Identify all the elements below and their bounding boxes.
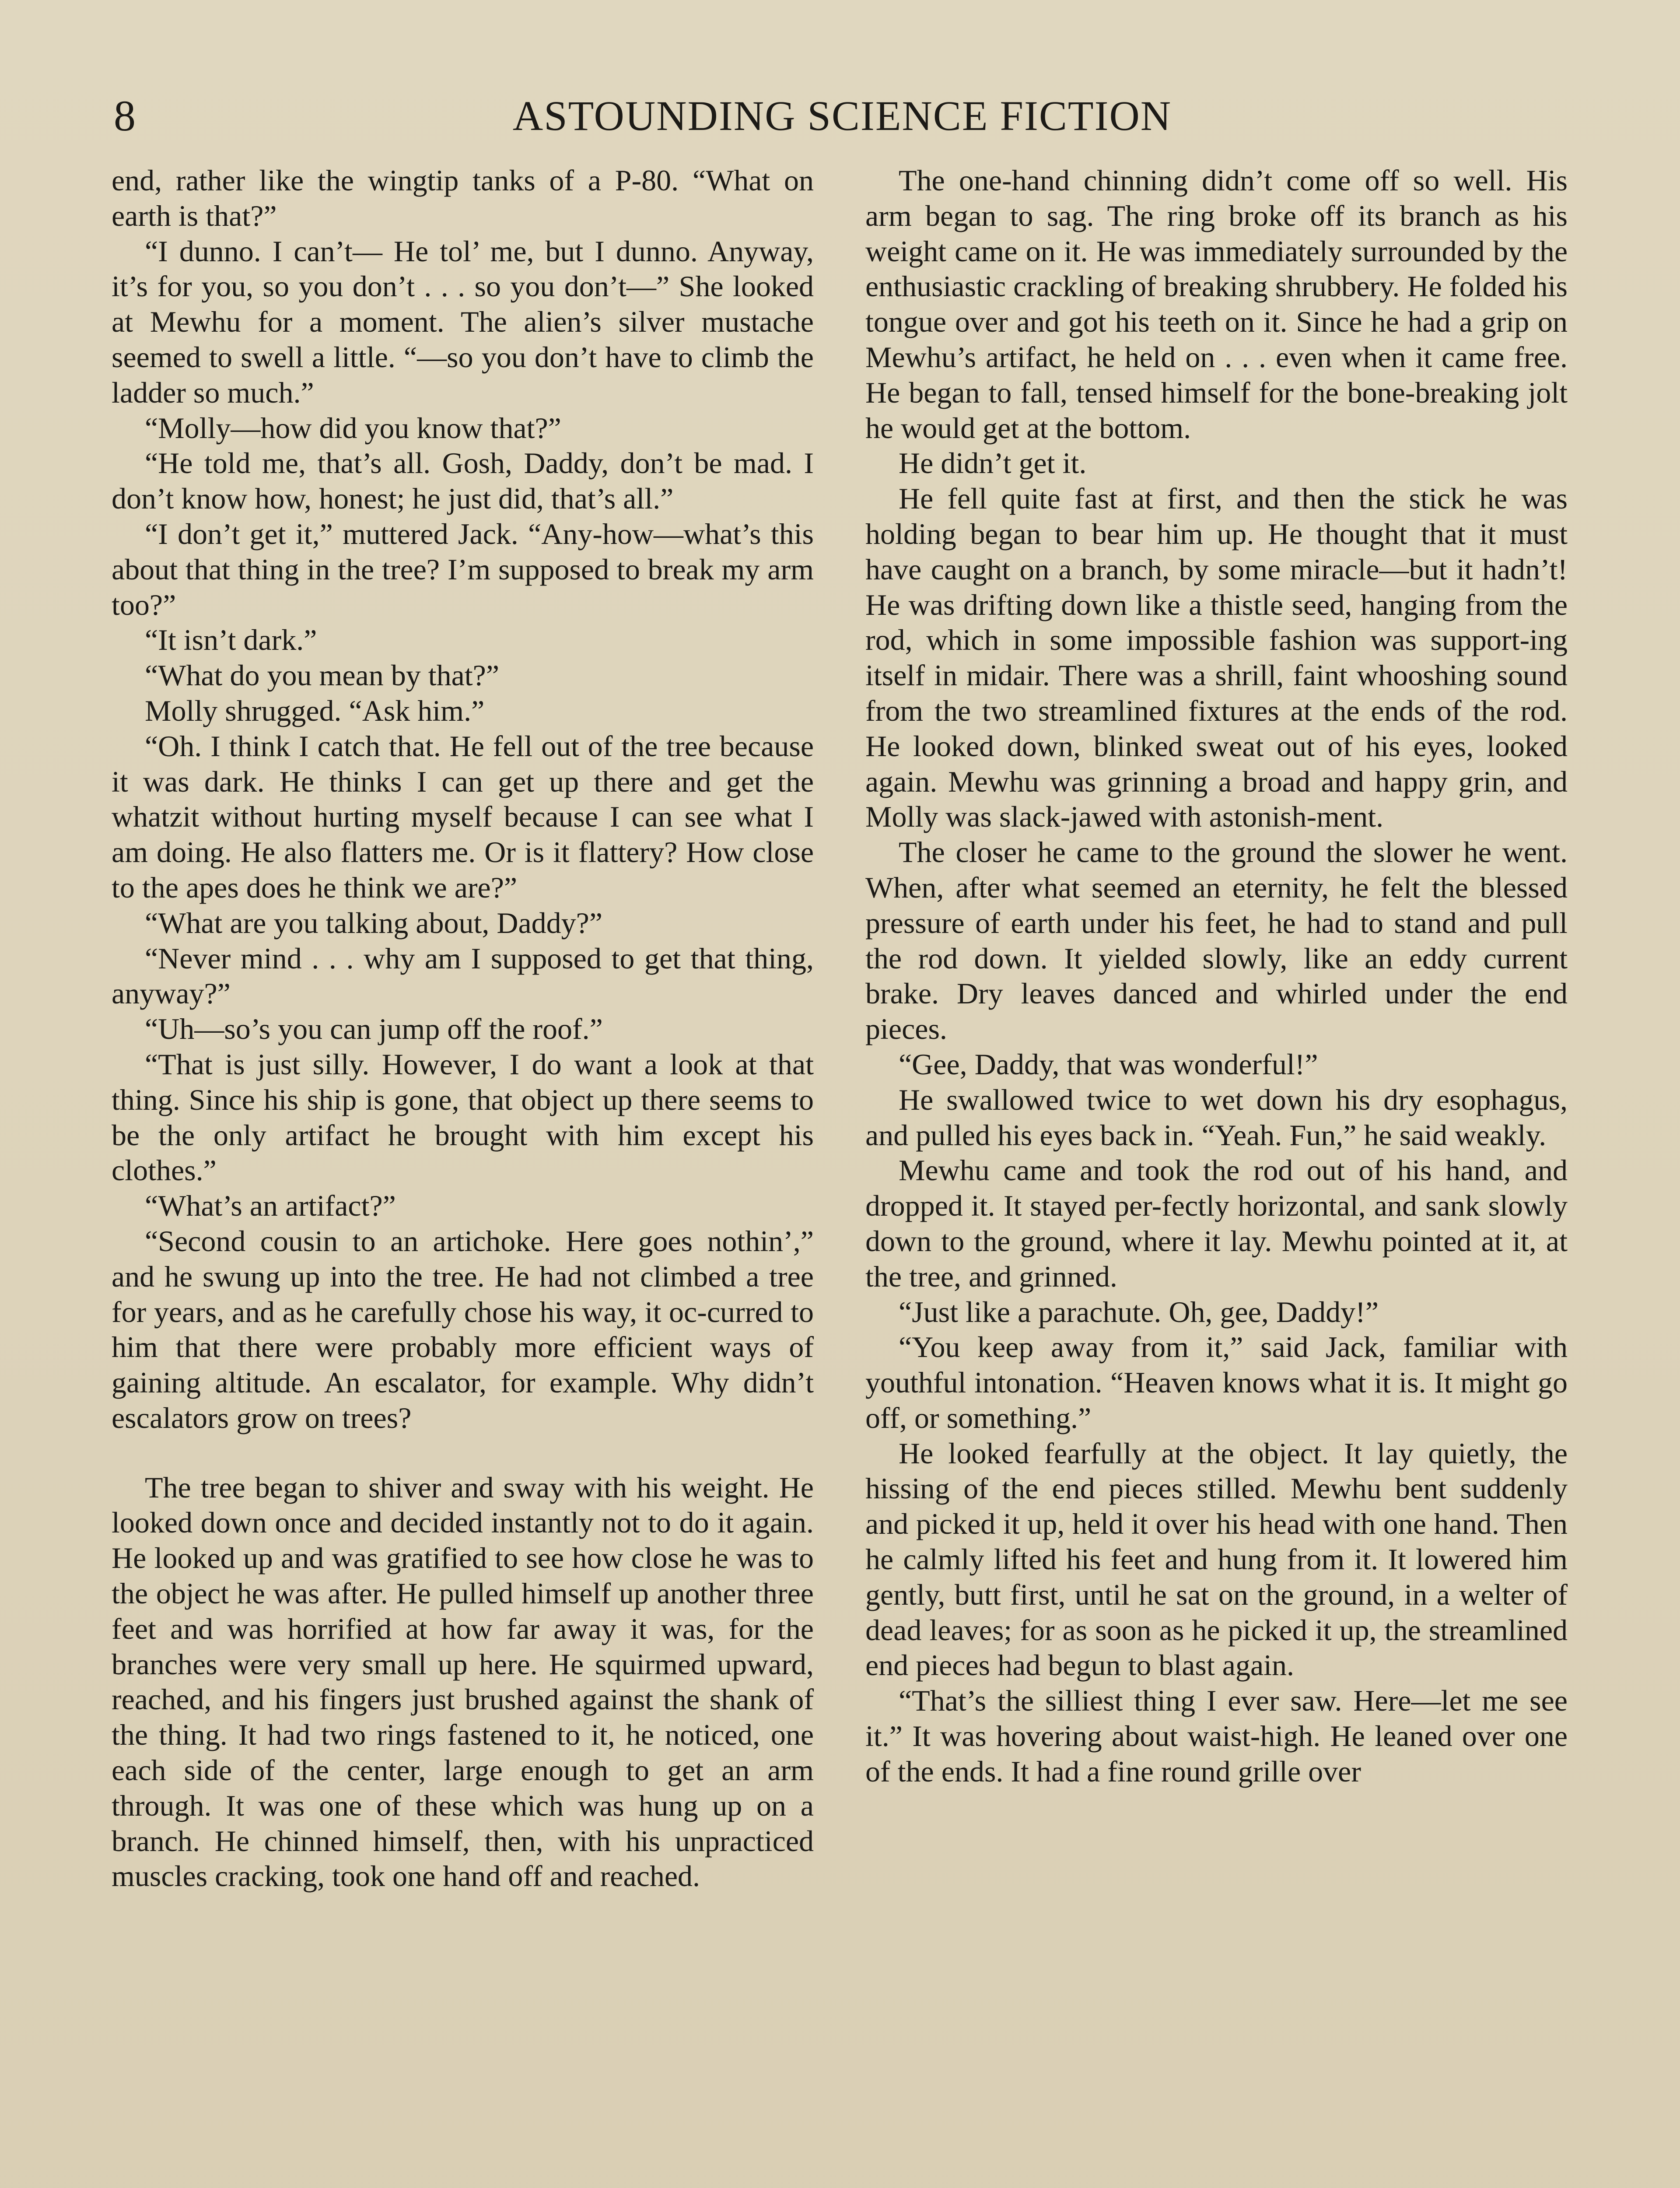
- paragraph: “I don’t get it,” muttered Jack. “Any-how—what’s this about that thing in the tree? I’m supposed to break my arm too?”: [112, 517, 814, 621]
- paragraph: He fell quite fast at first, and then the stick he was holding began to bear him up. He thought that it must have caught on a branch, by some miracle—but it hadn’t! He was drifting down like a thistle seed, hanging from the rod, which in some impossible fashion was support-ing itself in midair. There was a shrill, faint whooshing sound from the two streamlined fixtures at the ends of the rod. He looked down, blinked sweat out of his eyes, looked again. Mewhu was grinning a broad and happy grin, and Molly was slack-jawed with astonish-ment.: [865, 482, 1568, 834]
- paragraph: He swallowed twice to wet down his dry esophagus, and pulled his eyes back in. “Yeah. Fun,” he said weakly.: [865, 1083, 1568, 1152]
- paragraph: The tree began to shiver and sway with his weight. He looked down once and decided instantly not to do it again. He looked up and was gratified to see how close he was to the object he was after. He pulled himself up another three feet and was horrified at how far away it was, for the branches were very small up here. He squirmed upward, reached, and his fingers just brushed against the shank of the thing. It had two rings fastened to it, he noticed, one each side of the center, large enough to get an arm through. It was one of these which was hung up on a branch. He chinned himself, then, with his unpracticed muscles cracking, took one hand off and reached.: [112, 1470, 814, 1893]
- page-number: 8: [114, 91, 136, 140]
- paragraph: “Just like a parachute. Oh, gee, Daddy!”: [899, 1295, 1379, 1329]
- paragraph: The closer he came to the ground the slower he went. When, after what seemed an eternity, he felt the blessed pressure of earth under his feet, he had to stand and pull the rod down. It yielded slowly, like an eddy current brake. Dry leaves danced and whirled under the end pieces.: [865, 835, 1568, 1046]
- magazine-title: ASTOUNDING SCIENCE FICTION: [512, 92, 1172, 139]
- paragraph: end, rather like the wingtip tanks of a P-80. “What on earth is that?”: [112, 164, 814, 232]
- paragraph: Mewhu came and took the rod out of his hand, and dropped it. It stayed per-fectly horizontal, and sank slowly down to the ground, where it lay. Mewhu pointed at it, at the tree, and grinned.: [865, 1154, 1568, 1293]
- paragraph: “I dunno. I can’t— He tol’ me, but I dunno. Anyway, it’s for you, so you don’t . . . so you don’t—” She looked at Mewhu for a moment. The alien’s silver mustache seemed to swell a little. “—so you don’t have to climb the ladder so much.”: [112, 234, 814, 409]
- paragraph: “Second cousin to an artichoke. Here goes nothin’,” and he swung up into the tree. He had not climbed a tree for years, and as he carefully chose his way, it oc-curred to him that there were probably more efficient ways of gaining altitude. An escalator, for example. Why didn’t escalators grow on trees?: [112, 1224, 814, 1434]
- page-header: [114, 83, 1571, 149]
- paragraph: “What’s an artifact?”: [145, 1189, 396, 1223]
- paragraph: “Never mind . . . why am I supposed to get that thing, anyway?”: [112, 941, 814, 1010]
- paragraph: “What are you talking about, Daddy?”: [145, 906, 603, 940]
- paragraph: “It isn’t dark.”: [145, 623, 317, 657]
- paragraph: “You keep away from it,” said Jack, familiar with youthful intonation. “Heaven knows what it is. It might go off, or something.”: [865, 1330, 1568, 1434]
- paragraph: He looked fearfully at the object. It lay quietly, the hissing of the end pieces stilled. Mewhu bent suddenly and picked it up, held it over his head with one hand. Then he calmly lifted his feet and hung from it. It lowered him gently, butt first, until he sat on the ground, in a welter of dead leaves; for as soon as he picked it up, the streamlined end pieces had begun to blast again.: [865, 1436, 1568, 1682]
- left-column: [112, 163, 814, 1894]
- paragraph: “Molly—how did you know that?”: [145, 411, 561, 445]
- paragraph: “Uh—so’s you can jump off the roof.”: [145, 1012, 603, 1046]
- paragraph: “What do you mean by that?”: [145, 659, 500, 692]
- paragraph: “Gee, Daddy, that was wonderful!”: [899, 1047, 1318, 1081]
- paragraph: “He told me, that’s all. Gosh, Daddy, don’t be mad. I don’t know how, honest; he just did, that’s all.”: [112, 446, 814, 515]
- paragraph: “Oh. I think I catch that. He fell out of the tree because it was dark. He thinks I can get up there and get the whatzit without hurting myself because I can see what I am doing. He also flatters me. Or is it flattery? How close to the apes does he think we are?”: [112, 729, 814, 904]
- paragraph: He didn’t get it.: [899, 446, 1087, 480]
- paragraph: Molly shrugged. “Ask him.”: [145, 694, 485, 727]
- right-column: [865, 163, 1568, 1789]
- paragraph: “That’s the silliest thing I ever saw. Here—let me see it.” It was hovering about waist-high. He leaned over one of the ends. It had a fine round grille over: [865, 1684, 1568, 1788]
- paragraph: The one-hand chinning didn’t come off so well. His arm began to sag. The ring broke off its branch as his weight came on it. He was immediately surrounded by the enthusiastic crackling of breaking shrubbery. He folded his tongue over and got his teeth on it. Since he had a grip on Mewhu’s artifact, he held on . . . even when it came free. He began to fall, tensed himself for the bone-breaking jolt he would get at the bottom.: [865, 164, 1568, 445]
- paragraph: “That is just silly. However, I do want a look at that thing. Since his ship is gone, that object up there seems to be the only artifact he brought with him except his clothes.”: [112, 1047, 814, 1187]
